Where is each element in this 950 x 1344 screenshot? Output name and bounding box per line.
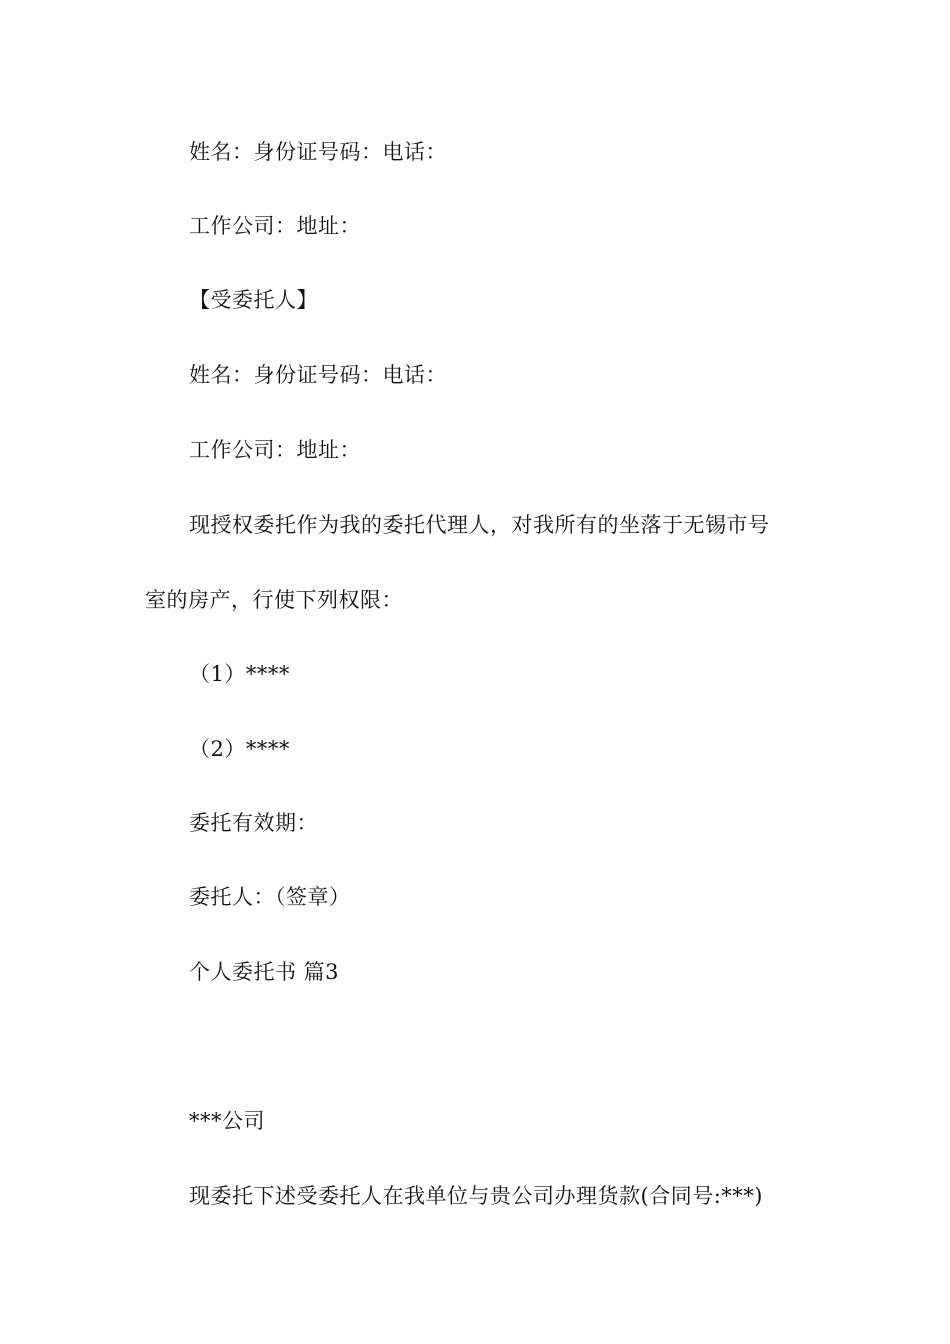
agent-name-id-phone-line: 姓名：身份证号码：电话： xyxy=(189,363,447,387)
permission-item-2: （2）**** xyxy=(189,737,290,761)
validity-period-line: 委托有效期： xyxy=(189,811,318,835)
principal-name-id-phone-line: 姓名：身份证号码：电话： xyxy=(189,140,447,164)
company-addressee: ***公司 xyxy=(189,1109,265,1133)
authorization-paragraph-line-1: 现授权委托作为我的委托代理人，对我所有的坐落于无锡市号 xyxy=(189,513,770,537)
agent-heading: 【受委托人】 xyxy=(189,288,318,312)
section-title: 个人委托书 篇3 xyxy=(189,960,340,984)
principal-company-address-line: 工作公司：地址： xyxy=(189,214,361,238)
permission-item-1: （1）**** xyxy=(189,662,290,686)
agent-company-address-line: 工作公司：地址： xyxy=(189,438,361,462)
delegation-statement-line: 现委托下述受委托人在我单位与贵公司办理货款(合同号:***) xyxy=(189,1184,763,1208)
principal-signature-line: 委托人：（签章） xyxy=(189,885,351,909)
authorization-paragraph-line-2: 室的房产，行使下列权限： xyxy=(145,588,403,612)
